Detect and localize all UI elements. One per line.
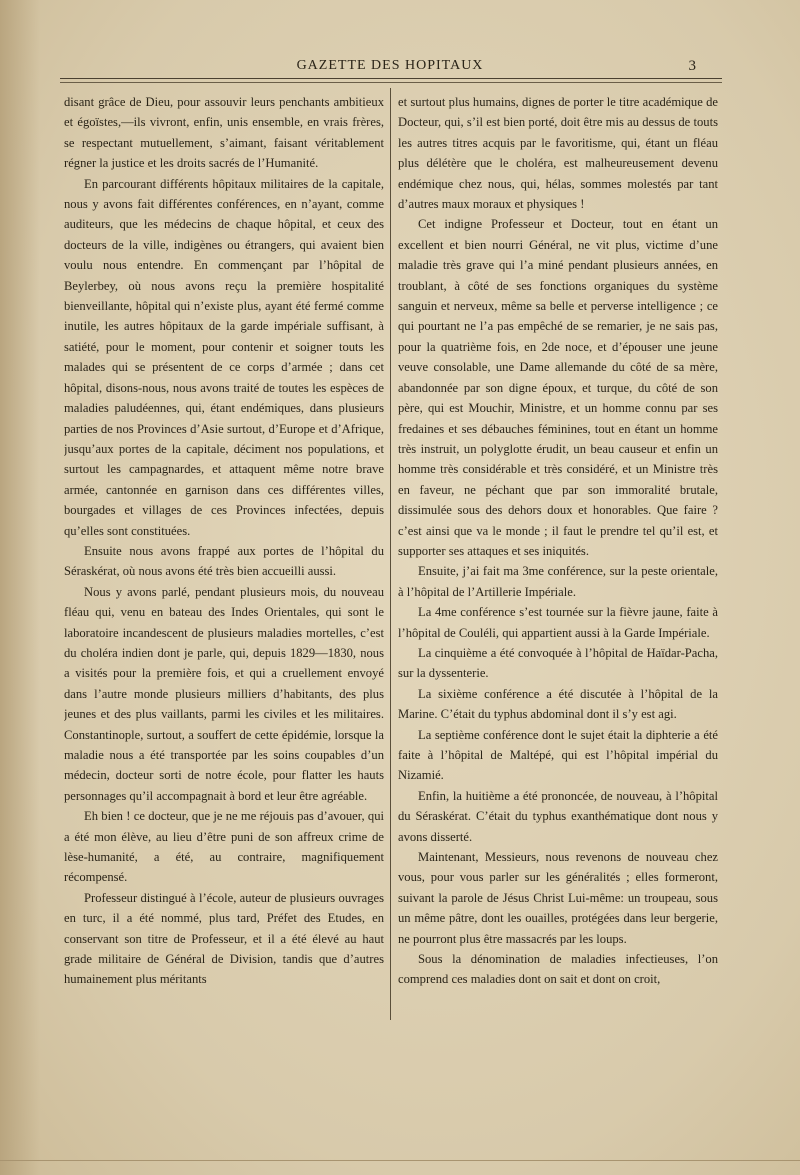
paragraph: En parcourant différents hôpitaux militaires de la capitale, nous y avons fait différentes conférences, en n’ayant, comme auditeurs, que les médecins de chaque hôpital, et ceux des docteurs de la ville, indigènes ou étrangers, qui avaient bien voulu nous entendre. En commençant par l’hôpital de Beylerbey, où nous avons reçu la première hospitalité bienveillante, hôpital qui n’existe plus, ayant été fermé comme inutile, les autres hôpitaux de la garde impériale suffisant, à satiété, pour le moment, pour contenir et soigner touts les malades qui se présentent de ce corps d’armée ; dans cet hôpital, disons-nous, nous avons traité de toutes les espèces de maladies paludéennes, qui, étant endémiques, dans plusieurs parties de nos Provinces d’Asie surtout, d’Europe et d’Afrique, jusqu’aux portes de la capitale, déciment nos populations, et surtout les campagnardes, et attaquent même notre brave armée, cantonnée en garnison dans ces différentes villes, bourgades et villages de ces Provinces infectées, depuis qu’elles sont constituées. [64, 176, 384, 538]
page-header [60, 58, 720, 80]
paragraph: et surtout plus humains, dignes de porter le titre académique de Docteur, qui, s’il est bien porté, doit être mis au dessus de touts les autres titres acquis par le favoritisme, qui, étant un fléau plus délétère que le choléra, est malheureusement devenu endémique chez nous, qui, hélas, sommes molestés par tant d’autres maux moraux et physiques ! [398, 95, 718, 212]
header-rule-secondary [60, 82, 722, 83]
page-number: 3 [688, 58, 696, 74]
paragraph: disant grâce de Dieu, pour assouvir leurs penchants ambitieux et égoïstes,—ils vivront, enfin, unis ensemble, en vrais frères, se respectant mutuellement, s’aimant, faisant véritablement régner la justice et les droits sacrés de l’Humanité. [64, 95, 384, 171]
paragraph: Ensuite, j’ai fait ma 3me conférence, sur la peste orientale, à l’hôpital de l’Artillerie Impériale. [398, 564, 718, 599]
paragraph: Nous y avons parlé, pendant plusieurs mois, du nouveau fléau qui, venu en bateau des Indes Orientales, qui sont le laboratoire incandescent de plusieurs maladies mortelles, c’est du choléra indien dont je parle, qui, depuis 1829—1830, nous a visités pour la première fois, et qui a cruellement envoyé dans l’autre monde plusieurs milliers d’habitants, des plus jeunes et des plus vaillants, parmi les civiles et les militaires. Constantinople, surtout, a souffert de cette épidémie, lorsque la maladie nous a été transportée par les soins coupables d’un médecin, docteur sorti de notre école, pour flatter les hauts personnages qu’il accompagnait à bord et leur être agréable. [64, 584, 384, 803]
paragraph: La 4me conférence s’est tournée sur la fièvre jaune, faite à l’hôpital de Couléli, qui appartient aussi à la Garde Impériale. [398, 605, 718, 640]
header-rule [60, 78, 722, 79]
left-text-column [64, 92, 384, 1012]
paragraph: Enfin, la huitième a été prononcée, de nouveau, à l’hôpital du Séraskérat. C’était du typhus exanthématique dont nous y avons disserté. [398, 788, 718, 844]
paragraph: Maintenant, Messieurs, nous revenons de nouveau chez vous, pour vous parler sur les généralités ; elles formeront, suivant la parole de Jésus Christ Lui-même: un troupeau, sous un même pâtre, dont les ouailles, protégées dans leur bergerie, ne pourront plus être massacrés par les loups. [398, 850, 718, 946]
paragraph: Ensuite nous avons frappé aux portes de l’hôpital du Séraskérat, où nous avons été très bien accueilli aussi. [64, 543, 384, 579]
right-text-column [398, 92, 718, 1012]
paragraph: La cinquième a été convoquée à l’hôpital de Haïdar-Pacha, sur la dyssenterie. [398, 645, 718, 681]
paragraph: Cet indigne Professeur et Docteur, tout en étant un excellent et bien nourri Général, ne vit plus, victime d’une maladie très grave qui l’a miné pendant plusieurs années, en troublant, à côté de ses fonctions organiques du système sanguin et nerveux, même sa belle et perverse intelligence ; ce qui pourtant ne l’a pas empêché de se remarier, je ne sais pas, pour la quatrième fois, en 2de noce, et d’épouser une jeune veuve consolable, une Dame allemande du côté de sa mère, abandonnée par son digne époux, et turque, du côté de son père, qui est Mouchir, Ministre, et un homme connu par ses fredaines et ses débauches féminines, tout en étant un homme très instruit, un polyglotte érudit, un beau causeur et enfin un homme très considérable et très considéré, et un Ministre très en faveur, ne péchant que par son immoralité brutale, dissimulée sous des dehors doux et honorables. Que faire ? c’est ainsi que va le monde ; il faut le prendre tel qu’il est, et supporter ses attaques et ses iniquités. [398, 217, 718, 558]
paragraph: Eh bien ! ce docteur, que je ne me réjouis pas d’avouer, qui a été mon élève, au lieu d’être puni de son affreux crime de lèse-humanité, a été, au contraire, magnifiquement récompensé. [64, 809, 384, 885]
paragraph: La sixième conférence a été discutée à l’hôpital de la Marine. C’était du typhus abdominal dont il s’y est agi. [398, 686, 718, 722]
page-bottom-rule [0, 1160, 800, 1161]
column-divider [390, 88, 391, 1020]
paragraph: La septième conférence dont le sujet était la diphterie a été faite à l’hôpital de Maltépé, qui est l’hôpital impérial du Nizamié. [398, 727, 718, 783]
publication-title: GAZETTE DES HOPITAUX [296, 58, 484, 73]
paragraph: Sous la dénomination de maladies infectieuses, l’on comprend ces maladies dont on sait et dont on croit, [398, 952, 718, 987]
paragraph: Professeur distingué à l’école, auteur de plusieurs ouvrages en turc, il a été nommé, plus tard, Préfet des Etudes, en conservant son titre de Professeur, et il a été élevé au haut grade militaire de Général de Division, tandis que d’autres humainement plus méritants [64, 890, 384, 987]
worn-page-edge [0, 0, 40, 1175]
